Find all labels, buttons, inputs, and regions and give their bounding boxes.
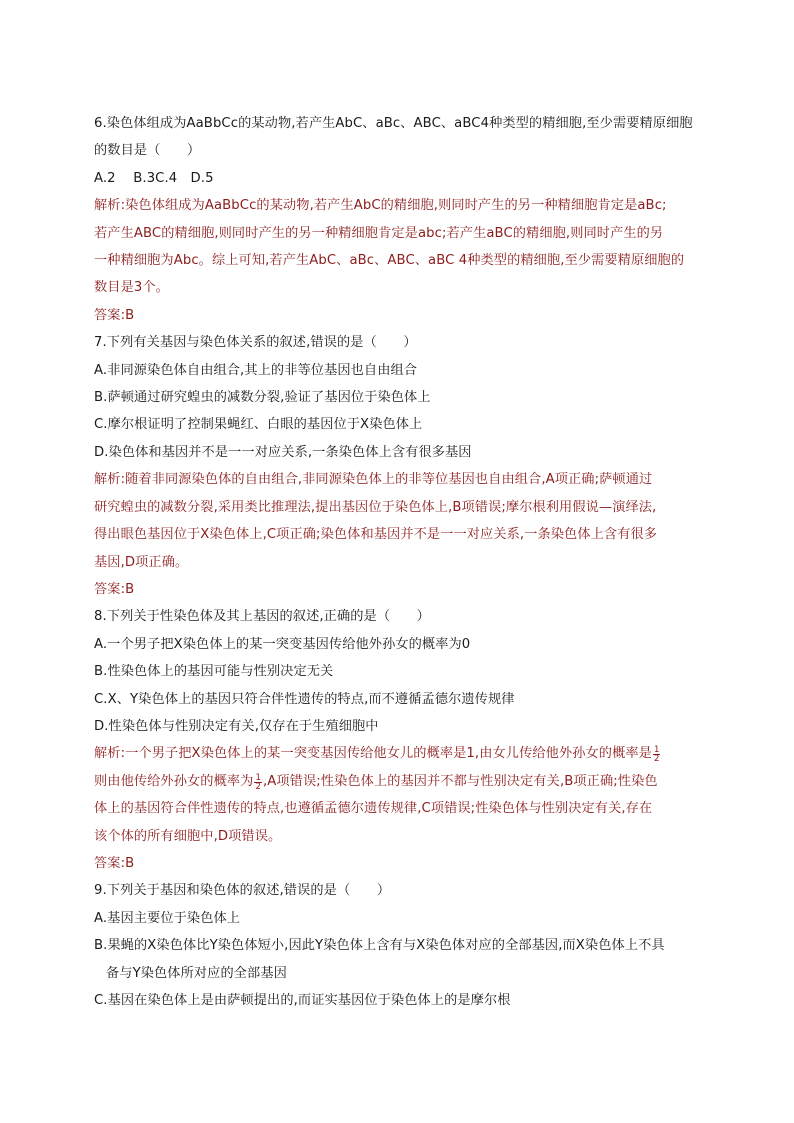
q8-option-c: C.X、Y染色体上的基因只符合伴性遗传的特点,而不遵循孟德尔遗传规律	[94, 691, 515, 707]
q9-option-a: A.基因主要位于染色体上	[94, 910, 241, 926]
q8-option-a: A.一个男子把X染色体上的某一突变基因传给他外孙女的概率为0	[94, 636, 471, 652]
fraction-numerator: 1	[255, 772, 261, 783]
fraction-numerator: 1	[653, 745, 660, 756]
q9-option-b-continued: 备与Y染色体所对应的全部基因	[106, 965, 287, 981]
q8-stem: 8.下列关于性染色体及其上基因的叙述,正确的是（ ）	[94, 609, 430, 625]
q6-analysis-line-2: 若产生ABC的精细胞,则同时产生的另一种精细胞肯定是abc;若产生aBC的精细胞,则同时产生的另	[94, 225, 664, 241]
q6-analysis-line-4: 数目是3个。	[94, 280, 169, 296]
fraction-denominator: 2	[255, 781, 261, 792]
q8-option-b: B.性染色体上的基因可能与性别决定无关	[94, 664, 334, 680]
q8-answer: 答案:B	[94, 855, 135, 871]
q8-analysis-line-4: 该个体的所有细胞中,D项错误。	[94, 828, 282, 844]
fraction-one-half	[653, 746, 661, 763]
q8-analysis-line-2	[94, 768, 704, 795]
q8-analysis-text-2a: 则由他传给外孙女的概率为	[94, 773, 254, 789]
q6-stem-line-2: 的数目是（ ）	[94, 143, 201, 159]
q8-option-d: D.性染色体与性别决定有关,仅存在于生殖细胞中	[94, 718, 379, 734]
q6-analysis-line-3: 一种精细胞为Abc。综上可知,若产生AbC、aBc、ABC、aBC 4种类型的精细胞,至少需要精原细胞的	[94, 253, 685, 269]
q7-option-d: D.染色体和基因并不是一一对应关系,一条染色体上含有很多基因	[94, 444, 472, 460]
q8-analysis-text-2b: ,A项错误;性染色体上的基因并不都与性别决定有关,B项正确;性染色	[262, 773, 658, 789]
fraction-one-half	[254, 774, 262, 791]
q7-option-c: C.摩尔根证明了控制果蝇红、白眼的基因位于X染色体上	[94, 417, 423, 433]
q6-options: A.2 B.3C.4 D.5	[94, 170, 214, 186]
q9-option-c: C.基因在染色体上是由萨顿提出的,而证实基因位于染色体上的是摩尔根	[94, 993, 511, 1008]
q8-analysis-line-3: 体上的基因符合伴性遗传的特点,也遵循孟德尔遗传规律,C项错误;性染色体与性别决定有关,存在	[94, 801, 653, 817]
q7-analysis-line-4: 基因,D项正确。	[94, 554, 189, 570]
q7-stem: 7.下列有关基因与染色体关系的叙述,错误的是（ ）	[94, 335, 417, 351]
q9-stem: 9.下列关于基因和染色体的叙述,错误的是（ ）	[94, 883, 391, 899]
document-page	[94, 110, 704, 1014]
q6-stem-line-1: 6.染色体组成为AaBbCc的某动物,若产生AbC、aBc、ABC、aBC4种类型的精细胞,至少需要精原细胞	[94, 116, 693, 131]
q9-option-b: B.果蝇的X染色体比Y染色体短小,因此Y染色体上含有与X染色体对应的全部基因,而X染色体上不具	[94, 938, 665, 954]
q7-analysis-line-1: 解析:随着非同源染色体的自由组合,非同源染色体上的非等位基因也自由组合,A项正确;萨顿通过	[94, 472, 653, 488]
q8-analysis-line-1	[94, 740, 704, 767]
q7-option-b: B.萨顿通过研究蝗虫的减数分裂,验证了基因位于染色体上	[94, 390, 431, 406]
q7-option-a: A.非同源染色体自由组合,其上的非等位基因也自由组合	[94, 362, 418, 378]
q7-answer: 答案:B	[94, 581, 135, 597]
q6-analysis-line-1: 解析:染色体组成为AaBbCc的某动物,若产生AbC的精细胞,则同时产生的另一种精细胞肯定是aBc;	[94, 198, 667, 214]
q8-analysis-text-1: 解析:一个男子把X染色体上的某一突变基因传给他女儿的概率是1,由女儿传给他外孙女的概率是	[94, 746, 652, 762]
fraction-denominator: 2	[653, 754, 660, 765]
q6-answer: 答案:B	[94, 307, 135, 323]
q7-analysis-line-2: 研究蝗虫的减数分裂,采用类比推理法,提出基因位于染色体上,B项错误;摩尔根利用假说—演绎法,	[94, 499, 657, 515]
q7-analysis-line-3: 得出眼色基因位于X染色体上,C项正确;染色体和基因并不是一一对应关系,一条染色体上含有很多	[94, 527, 658, 543]
